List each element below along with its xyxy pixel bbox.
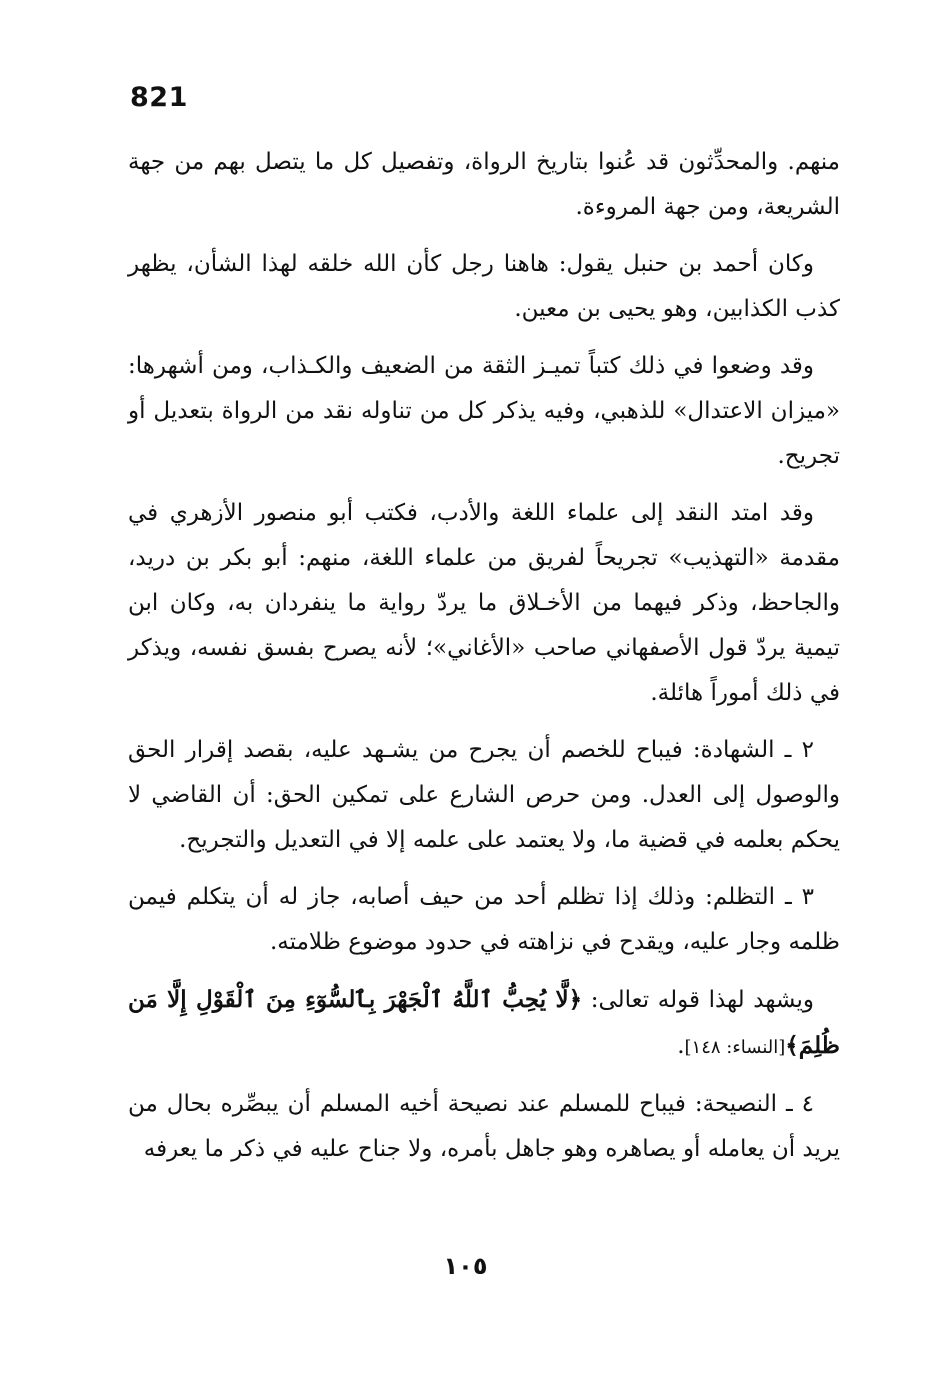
paragraph-6-grievance: ٣ ـ التظلم: وذلك إذا تظلم أحد من حيف أصابه، جاز له أن يتكلم فيمن ظلمه وجار عليه، ويقدح في نزاهته في حدود موضوع ظلامته. [128,884,840,955]
paragraph-1: منهم. والمحدِّثون قد عُنوا بتاريخ الرواة، وتفصيل كل ما يتصل بهم من جهة الشريعة، ومن جهة المروءة. [128,149,840,220]
quran-verse: ﴿لَّا يُحِبُّ ٱللَّهُ ٱلْجَهْرَ بِٱلسُّوٓءِ مِنَ ٱلْقَوْلِ إِلَّا مَن ظُلِمَ﴾ [128,986,840,1059]
page-number-bottom: ١٠٥ [443,1252,488,1280]
paragraph-3: وقد وضعوا في ذلك كتباً تميـز الثقة من الضعيف والكـذاب، ومن أشهرها: «ميزان الاعتدال» للذهبي، وفيه يذكر كل من تناوله نقد من الرواة بتعديل أو تجريح. [128,353,840,469]
page-number-top: 821 [130,82,188,113]
body-text [128,140,840,1184]
paragraph-4: وقد امتد النقد إلى علماء اللغة والأدب، فكتب أبو منصور الأزهري في مقدمة «التهذيب» تجريحاً لفريق من علماء اللغة، منهم: أبو بكر بن دريد، والجاحظ، وذكر فيهما من الأخـلاق ما يردّ رواية ما ينفردان به، وكان ابن تيمية يردّ قول الأصفهاني صاحب «الأغاني»؛ لأنه يصرح بفسق نفسه، ويذكر في ذلك أموراً هائلة. [128,500,840,706]
paragraph-5-testimony: ٢ ـ الشهادة: فيباح للخصم أن يجرح من يشـهد عليه، بقصد إقرار الحق والوصول إلى العدل. ومن حرص الشارع على تمكين الحق: أن القاضي لا يحكم بعلمه في قضية ما، ولا يعتمد على علمه إلا في التعديل والتجريح. [128,737,840,853]
paragraph-7-quran-quote [128,977,840,1070]
verse-citation: [النساء: ١٤٨] [684,1037,786,1058]
quote-lead: ويشهد لهذا قوله تعالى: [582,987,814,1013]
paragraph-2: وكان أحمد بن حنبل يقول: هاهنا رجل كأن الله خلقه لهذا الشأن، يظهر كذب الكذابين، وهو يحيى بن معين. [128,251,840,322]
paragraph-8-advice: ٤ ـ النصيحة: فيباح للمسلم عند نصيحة أخيه المسلم أن يبصِّره بحال من يريد أن يعامله أو يصاهره وهو جاهل بأمره، ولا جناح عليه في ذكر ما يعرفه [128,1091,840,1162]
quote-tail: . [677,1033,685,1059]
